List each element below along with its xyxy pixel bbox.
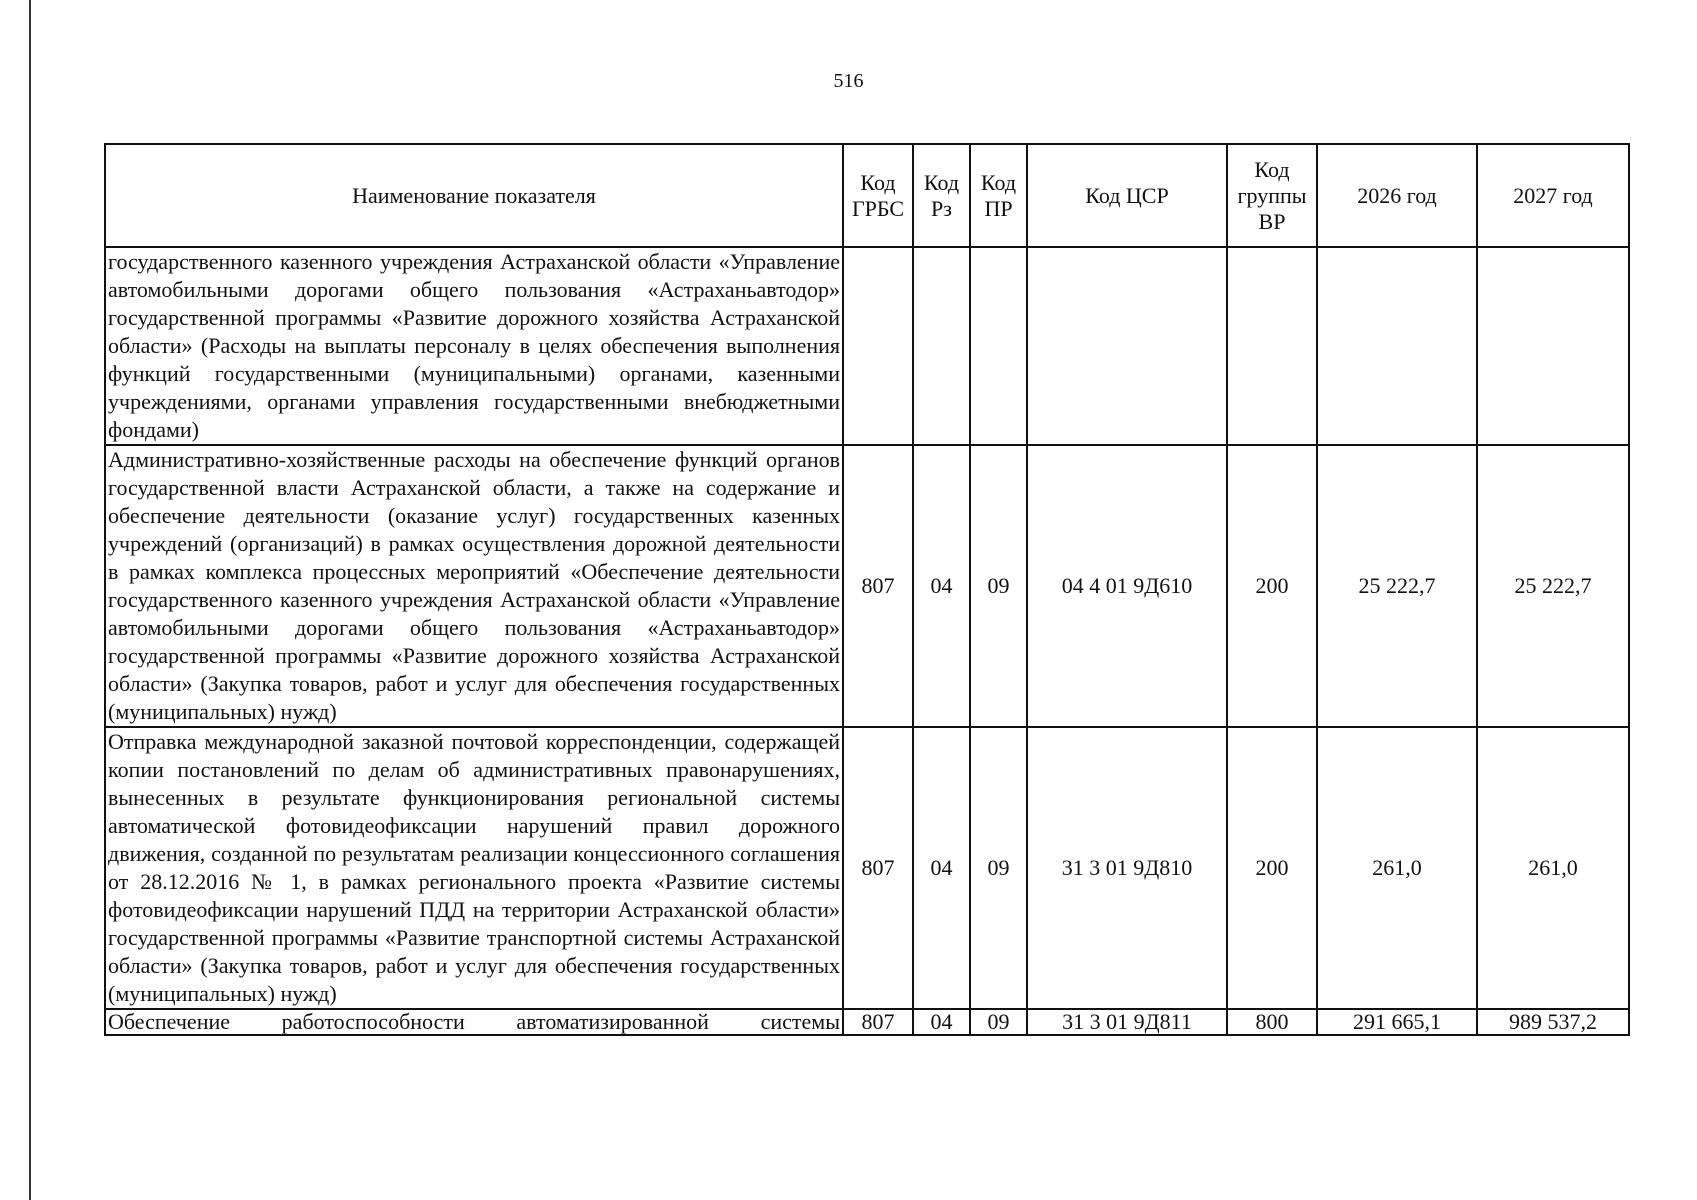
header-vr: Код группы ВР [1227,144,1317,247]
table-row [105,247,1629,445]
row-csr: 31 3 01 9Д810 [1027,727,1227,1009]
row-2026: 25 222,7 [1317,445,1477,727]
table-row [105,445,1629,727]
row-2026: 291 665,1 [1317,1009,1477,1035]
row-pr: 09 [970,1009,1027,1035]
row-2027: 989 537,2 [1477,1009,1629,1035]
row-csr [1027,247,1227,445]
row-pr: 09 [970,445,1027,727]
page-number: 516 [833,70,864,92]
row-grbs [843,247,913,445]
header-csr: Код ЦСР [1027,144,1227,247]
row-rz: 04 [913,1009,970,1035]
header-2027: 2027 год [1477,144,1629,247]
header-name: Наименование показателя [105,144,843,247]
row-name: Обеспечение работоспособности автоматизированной системы [105,1009,843,1035]
row-rz: 04 [913,445,970,727]
row-2027 [1477,247,1629,445]
row-grbs: 807 [843,727,913,1009]
row-csr: 31 3 01 9Д811 [1027,1009,1227,1035]
row-grbs: 807 [843,445,913,727]
header-pr: Код ПР [970,144,1027,247]
row-pr [970,247,1027,445]
row-rz: 04 [913,727,970,1009]
row-vr [1227,247,1317,445]
row-vr: 200 [1227,445,1317,727]
budget-table [104,143,1630,1036]
table-header-row [105,144,1629,247]
row-name: Отправка международной заказной почтовой корреспонденции, содержащей копии постановлений по делам об административных правонарушениях, вынесенных в результате функционирования региональной системы автоматической фотовидеофиксации нарушений правил дорожного движения, созданной по результатам реализации концессионного соглашения от 28.12.2016 № 1, в рамках регионального проекта «Развитие системы фотовидеофиксации нарушений ПДД на территории Астраханской области» государственной программы «Развитие транспортной системы Астраханской области» (Закупка товаров, работ и услуг для обеспечения государственных (муниципальных) нужд) [105,727,843,1009]
row-rz [913,247,970,445]
row-pr: 09 [970,727,1027,1009]
row-2027: 261,0 [1477,727,1629,1009]
binding-line [29,0,31,1200]
row-name: Административно-хозяйственные расходы на обеспечение функций органов государственной власти Астраханской области, а также на содержание и обеспечение деятельности (оказание услуг) государственных казенных учреждений (организаций) в рамках осуществления дорожной деятельности в рамках комплекса процессных мероприятий «Обеспечение деятельности государственного казенного учреждения Астраханской области «Управление автомобильными дорогами общего пользования «Астраханьавтодор» государственной программы «Развитие дорожного хозяйства Астраханской области» (Закупка товаров, работ и услуг для обеспечения государственных (муниципальных) нужд) [105,445,843,727]
header-grbs: Код ГРБС [843,144,913,247]
row-csr: 04 4 01 9Д610 [1027,445,1227,727]
table-row [105,1009,1629,1035]
row-vr: 800 [1227,1009,1317,1035]
header-2026: 2026 год [1317,144,1477,247]
row-2026 [1317,247,1477,445]
row-vr: 200 [1227,727,1317,1009]
row-2027: 25 222,7 [1477,445,1629,727]
row-grbs: 807 [843,1009,913,1035]
row-2026: 261,0 [1317,727,1477,1009]
header-rz: Код Рз [913,144,970,247]
table-row [105,727,1629,1009]
row-name: государственного казенного учреждения Астраханской области «Управление автомобильными дорогами общего пользования «Астраханьавтодор» государственной программы «Развитие дорожного хозяйства Астраханской области» (Расходы на выплаты персоналу в целях обеспечения выполнения функций государственными (муниципальными) органами, казенными учреждениями, органами управления государственными внебюджетными фондами) [105,247,843,445]
